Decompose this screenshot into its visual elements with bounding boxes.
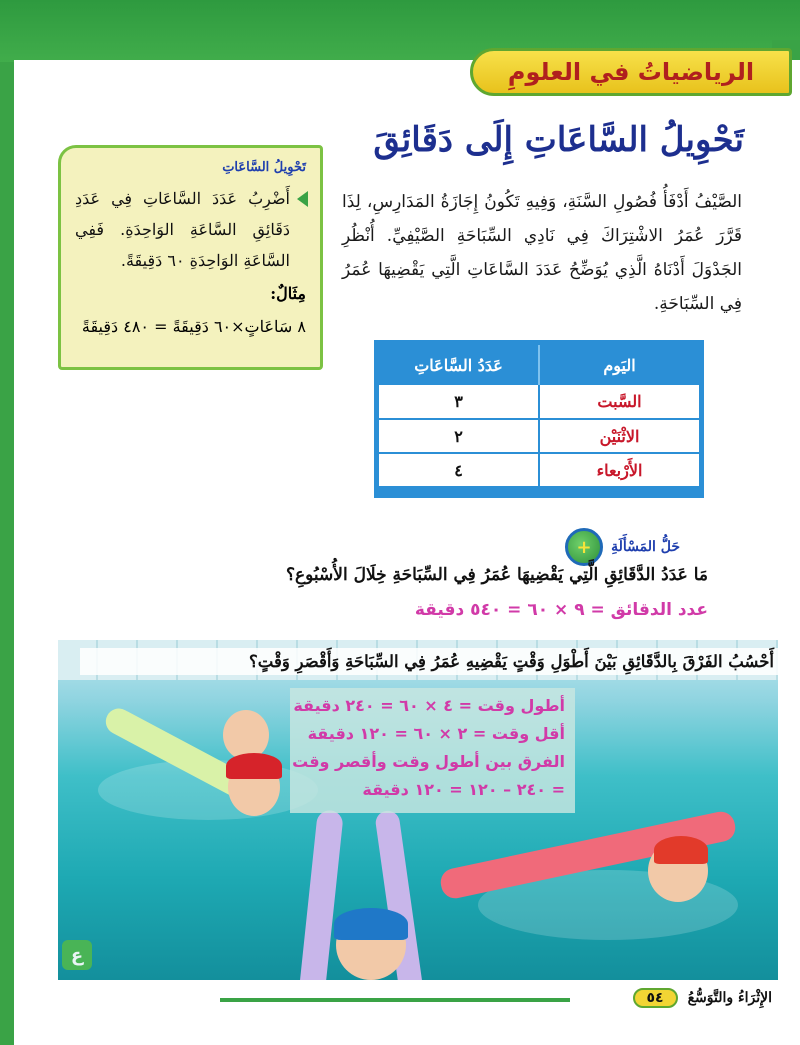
tip-sidebar [58, 145, 323, 370]
swimmer-cap [226, 753, 282, 779]
example-equation: ٨ سَاعَاتٍ×٦٠ دَقِيقَةً = ٤٨٠ دَقِيقَةً [81, 317, 306, 336]
table-row [379, 453, 699, 487]
table-cell-hours: ٣ [379, 385, 539, 419]
plus-badge-icon: + [565, 528, 603, 566]
publisher-logo-icon: ع [62, 940, 92, 970]
swimmer-cap [654, 836, 708, 864]
answer-2-line: أطول وقت = ٤ × ٦٠ = ٢٤٠ دقيقة [293, 696, 565, 715]
answer-2-line: = ٢٤٠ – ١٢٠ = ١٢٠ دقيقة [362, 780, 565, 799]
hours-table-grid [379, 345, 699, 488]
tip-sidebar-text: أَضْرِبُ عَدَدَ السَّاعَاتِ فِي عَدَدِ دَقَائِقِ السَّاعَةِ الوَاحِدَةِ. فَفِي السَّاعَةِ الوَاحِدَةِ ٦٠ دَقِيقَةً. [75, 189, 290, 270]
footer-section: الإِثْرَاءُ والتَّوَسُّعُ [687, 990, 772, 1006]
table-row [379, 419, 699, 453]
footer-bar [220, 998, 570, 1002]
table-cell-hours: ٤ [379, 453, 539, 487]
question-2: أَحْسُبُ الفَرْقَ بِالدَّقَائِقِ بَيْنَ أَطْوَلِ وَقْتٍ يَقْضِيهِ عُمَرُ فِي السِّبَاحَةِ وَأَقْصَرِ وَقْتٍ؟ [80, 648, 780, 675]
intro-paragraph: الصَّيْفُ أَدْفَأُ فُصُولِ السَّنَةِ، وَفِيهِ تَكُونُ إِجَازَةُ المَدَارِسِ، لِذَا قَرَّرَ عُمَرُ الاشْتِرَاكَ فِي نَادِي السِّبَاحَةِ الصَّيْفِيِّ. أُنْظُرِ الجَدْوَلَ أَدْنَاهُ الَّذِي يُوَضِّحُ عَدَدَ السَّاعَاتِ الَّتِي يَقْضِيهَا عُمَرُ فِي السِّبَاحَةِ. [342, 192, 742, 314]
solve-heading [565, 528, 680, 566]
question-1: مَا عَدَدُ الدَّقَائِقِ الَّتِي يَقْضِيهَا عُمَرُ فِي السِّبَاحَةِ خِلَالَ الأُسْبُوعِ؟ [285, 565, 708, 585]
hours-table [374, 340, 704, 498]
table-cell-day: السَّبت [539, 385, 699, 419]
answer-2-line: أقل وقت = ٢ × ٦٠ = ١٢٠ دقيقة [307, 724, 565, 743]
table-cell-day: الأَرْبعاء [539, 453, 699, 487]
example-label: مِثَالٌ: [270, 284, 306, 303]
section-banner-title: الرياضياتُ في العلومِ [507, 58, 755, 86]
table-row [379, 385, 699, 419]
swimmer-cap [334, 908, 408, 940]
arrow-icon [297, 191, 308, 207]
table-header-row [379, 345, 699, 385]
lesson-title: تَحْوِيلُ السَّاعَاتِ إِلَى دَقَائِقَ [373, 120, 744, 160]
page-footer [572, 985, 772, 1011]
table-header-day: اليَوم [539, 345, 699, 385]
tip-sidebar-title: تَحْوِيلُ السَّاعَاتِ [222, 160, 306, 175]
answer-2-line: الفرق بين أطول وقت وأقصر وقت [292, 752, 565, 771]
page-number: ٥٤ [633, 988, 678, 1008]
section-banner [470, 48, 792, 96]
tip-sidebar-body [75, 183, 306, 276]
answer-1: عدد الدقائق = ٩ × ٦٠ = ٥٤٠ دقيقة [414, 600, 708, 620]
solve-label: حَلُّ المَسْأَلَةِ [611, 539, 680, 555]
table-cell-day: الاثْنَيْن [539, 419, 699, 453]
table-cell-hours: ٢ [379, 419, 539, 453]
table-header-hours: عَدَدُ السَّاعَاتِ [379, 345, 539, 385]
answer-2-box [290, 688, 575, 813]
